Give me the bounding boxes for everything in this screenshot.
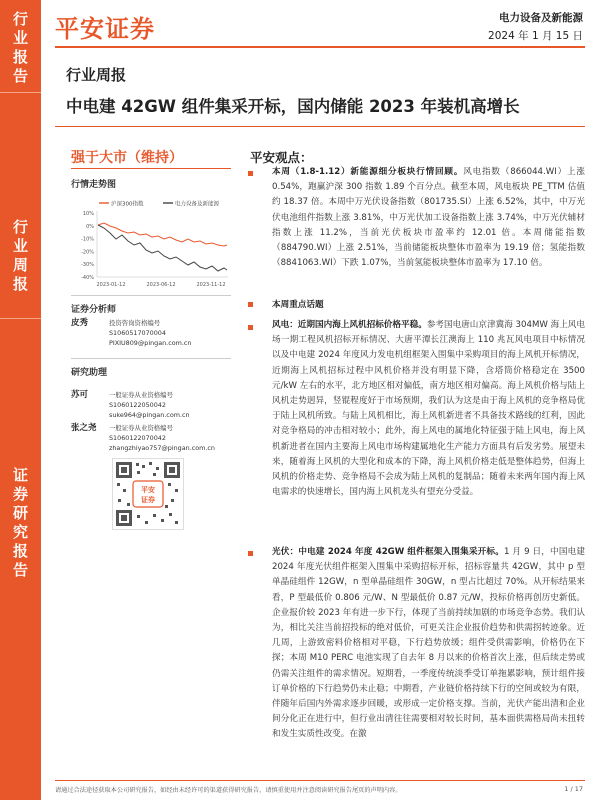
- assistant-name: 苏可: [71, 390, 89, 400]
- rating: 强于大市（维持）: [71, 150, 183, 166]
- analyst-info: [109, 318, 191, 349]
- report-date: 2024 年 1 月 15 日: [488, 30, 583, 42]
- left-band: [0, 0, 41, 800]
- assistant-qualification: 一般证券从业资格编号: [109, 424, 173, 432]
- series-power-equipment-line: [98, 225, 227, 271]
- y-tick-label: 0%: [86, 223, 94, 230]
- viewpoint-heading: 平安观点：: [250, 150, 313, 165]
- sidebar-label-weekly: [0, 218, 41, 294]
- assistant-email[interactable]: zhangzhiyao757@pingan.com.cn: [109, 444, 215, 453]
- footer-rule: [55, 780, 585, 781]
- rating-rule: [71, 168, 231, 169]
- assistant-license: S1060122070042: [109, 434, 166, 443]
- paragraph-lead: 风电：近期国内海上风机招标价格平稳。: [272, 320, 427, 330]
- x-tick-label: 2023-01-12: [96, 282, 126, 288]
- sidebar-char: 业: [12, 237, 28, 255]
- sidebar-char: 行: [12, 10, 28, 28]
- sidebar-label-securities-research: [0, 466, 41, 580]
- series-hs300-line: [98, 223, 227, 246]
- paragraph-body: 风电指数（866044.WI）上涨 0.54%，跑赢沪深 300 指数 1.89 个百分点。截至本周，风电板块 PE_TTM 估值约 18.37 倍。本周中万光伏设备指数（801735.SI）上涨 6.52%，其中，中万光伏电池组件指数上涨 3.81%，中万光伏加工设备指数上涨 3.74%，中万光伏辅材指数上涨 11.2%，当前光伏板块市盈率约 12.01 倍。本周储能指数（884790.WI）上涨 2.51%，当前储能板块整体市盈率为 19.19 倍；氢能指数（8841063.WI）下跌 1.07%，当前氢能板块整体市盈率为 17.10 倍。: [272, 167, 585, 269]
- sidebar-char: 业: [12, 29, 28, 47]
- sidebar-text-3: [0, 466, 41, 580]
- y-tick-label: -10%: [81, 236, 94, 243]
- assistants-heading: 研究助理: [71, 368, 108, 378]
- sidebar-char: 报: [12, 542, 28, 560]
- header-rule: [55, 46, 585, 48]
- industry-name: 电力设备及新能源: [499, 12, 583, 24]
- analysts-heading: 证券分析师: [71, 305, 117, 315]
- x-axis-ticks: [96, 282, 225, 288]
- paragraph-body: 参考国电唐山京津冀海 304MW 海上风电场一期工程风机招标开标情况、大唐平潭长江澳海上 110 兆瓦风电项目中标情况以及中电建 2024 年度风力发电机组框架入围集中采购项目的海上风机开标情况，近期海上风机招标过程中风机价格并没有明显下降，含塔筒价格稳定在 3500 元/kW 左右的水平，北方地区相对偏低，南方地区相对偏高。海上风机价格与陆上风机走势迥异，竖锟程度好于市场预期，我们认为这是由于海上风机的竞争格局优于陆上风机所致。与陆上风机相比，海上风机新进者不具备技术路线的红利，因此对竞争格局的冲击相对较小；此外，海上风电的属地化特征强于陆上风电，海上风机新进者在国内主要海上风电市场构建属地化生产能力方面具有后发劣势。展望未来，随着海上风机的大型化和成本的下降，海上风机价格走低是整体趋势，但海上风机的价格走势、竞争格局不会成为陆上风机的复制品；随着未来两年国内海上风电需求的快速增长，国内海上风机龙头有望充分受益。: [272, 320, 585, 498]
- analyst-qualification: 投资咨询资格编号: [109, 319, 161, 327]
- band-divider: [0, 92, 41, 93]
- sidebar-char: 报: [12, 275, 28, 293]
- sidebar-label-industry-report: [0, 10, 41, 86]
- sidebar-char: 周: [12, 256, 28, 274]
- qr-code[interactable]: [112, 458, 184, 530]
- paragraph-wind: [272, 318, 585, 500]
- bullet-marker: [248, 551, 253, 556]
- qr-code-graphic: [113, 459, 183, 529]
- sidebar-char: 证: [12, 466, 28, 484]
- bullet-marker: [248, 302, 253, 307]
- assistant-email[interactable]: suke964@pingan.com.cn: [109, 411, 190, 420]
- sidebar-char: 报: [12, 48, 28, 66]
- bullet-marker: [248, 325, 253, 330]
- sidebar-text-1: [0, 10, 41, 86]
- sidebar-char: 研: [12, 504, 28, 522]
- analyst-license: S1060517070004: [109, 329, 166, 338]
- assistant-info: [109, 390, 190, 421]
- y-axis-ticks: [81, 211, 94, 281]
- qr-brand-line-1: 平安: [141, 486, 155, 494]
- y-tick-label: -40%: [81, 275, 94, 281]
- market-trend-svg: [71, 195, 231, 290]
- assistant-name: 张之尧: [71, 423, 97, 433]
- bullet-marker: [248, 171, 253, 176]
- band-divider: [0, 318, 41, 319]
- market-chart-heading: 行情走势图: [71, 180, 117, 190]
- section-heading-topics: 本周重点话题: [272, 300, 324, 310]
- sidebar-char: 究: [12, 523, 28, 541]
- market-trend-chart: [71, 195, 231, 290]
- assistant-qualification: 一般证券从业资格编号: [109, 391, 173, 399]
- sidebar-char: 券: [12, 485, 28, 503]
- sidebar-char: 告: [12, 67, 28, 85]
- y-tick-label: 10%: [82, 211, 94, 217]
- x-tick-label: 2023-11-12: [196, 282, 226, 288]
- report-title: 中电建 42GW 组件集采开标，国内储能 2023 年装机高增长: [66, 97, 520, 116]
- company-logo: 平安证券: [55, 15, 155, 43]
- sidebar-char: 告: [12, 561, 28, 579]
- assistant-license: S1060122050042: [109, 401, 166, 410]
- report-type: 行业周报: [66, 66, 127, 84]
- sidebar-char: 行: [12, 218, 28, 236]
- title-rule: [55, 126, 585, 127]
- analyst-name: 皮秀: [71, 318, 89, 328]
- divider: [71, 358, 231, 359]
- qr-brand-line-2: 证券: [141, 496, 155, 504]
- y-tick-label: -20%: [81, 249, 94, 256]
- analyst-email[interactable]: PIXIU809@pingan.com.cn: [109, 339, 192, 348]
- x-tick-label: 2023-06-12: [146, 282, 176, 288]
- footer-disclaimer: 请通过合法途径获取本公司研究报告，如经由未经许可的渠道获得研究报告，请慎重使用并注意阅读研究报告尾页的声明内容。: [55, 787, 402, 794]
- sidebar-text-2: [0, 218, 41, 294]
- page-number: 1 / 17: [564, 785, 583, 793]
- y-tick-label: -30%: [81, 262, 94, 269]
- paragraph-lead: 光伏：中电建 2024 年度 42GW 组件框架入围集采开标。: [272, 547, 504, 557]
- assistant-info: [109, 423, 215, 454]
- legend-label-a: 沪深300指数: [111, 201, 144, 208]
- legend-label-b: 电力设备及新能源: [175, 201, 220, 208]
- paragraph-lead: 本周（1.8-1.12）新能源细分板块行情回顾。: [272, 167, 464, 177]
- divider: [71, 295, 231, 296]
- paragraph-sector-review: [272, 165, 585, 271]
- paragraph-solar: [272, 545, 585, 743]
- paragraph-body: 1 月 9 日，中国电建 2024 年度光伏组件框架入围集中采购招标开标，招标容量共 42GW，其中 p 型单晶硅组件 12GW，n 型单晶硅组件 30GW，n 型占比超过 70%。从开标结果来看，P 型最低价 0.806 元/W、N 型最低价 0.87 元/W，投标价格再创历史新低。企业报价较 2023 年有进一步下行，体现了当前持续加剧的市场竞争态势。我们认为，相比关注当前招投标的绝对低价，可更关注企业报价趋势和供需拐转迹象。近几周，上游致密料价格相对平稳，下行趋势放缓；组件受供需影响，价格仍在下探；本周 M10 PERC 电池实现了自去年 8 月以来的价格首次上涨，但后续走势或仍需关注组件的需求情况。短期看，一季度传统淡季受订单拖累影响，预计组件接订单价格的下行趋势仍未止稳；中期看，产业链价格持续下行的空间或较为有限，伴随年后国内外需求逐步回暖，或形成一定价格支撑。当前，光伏产能出清和企业间分化正在进行中，但行业出清往往需要相对较长时间，基本面供需格局尚未扭转和发生实质性改变。在激: [272, 547, 585, 740]
